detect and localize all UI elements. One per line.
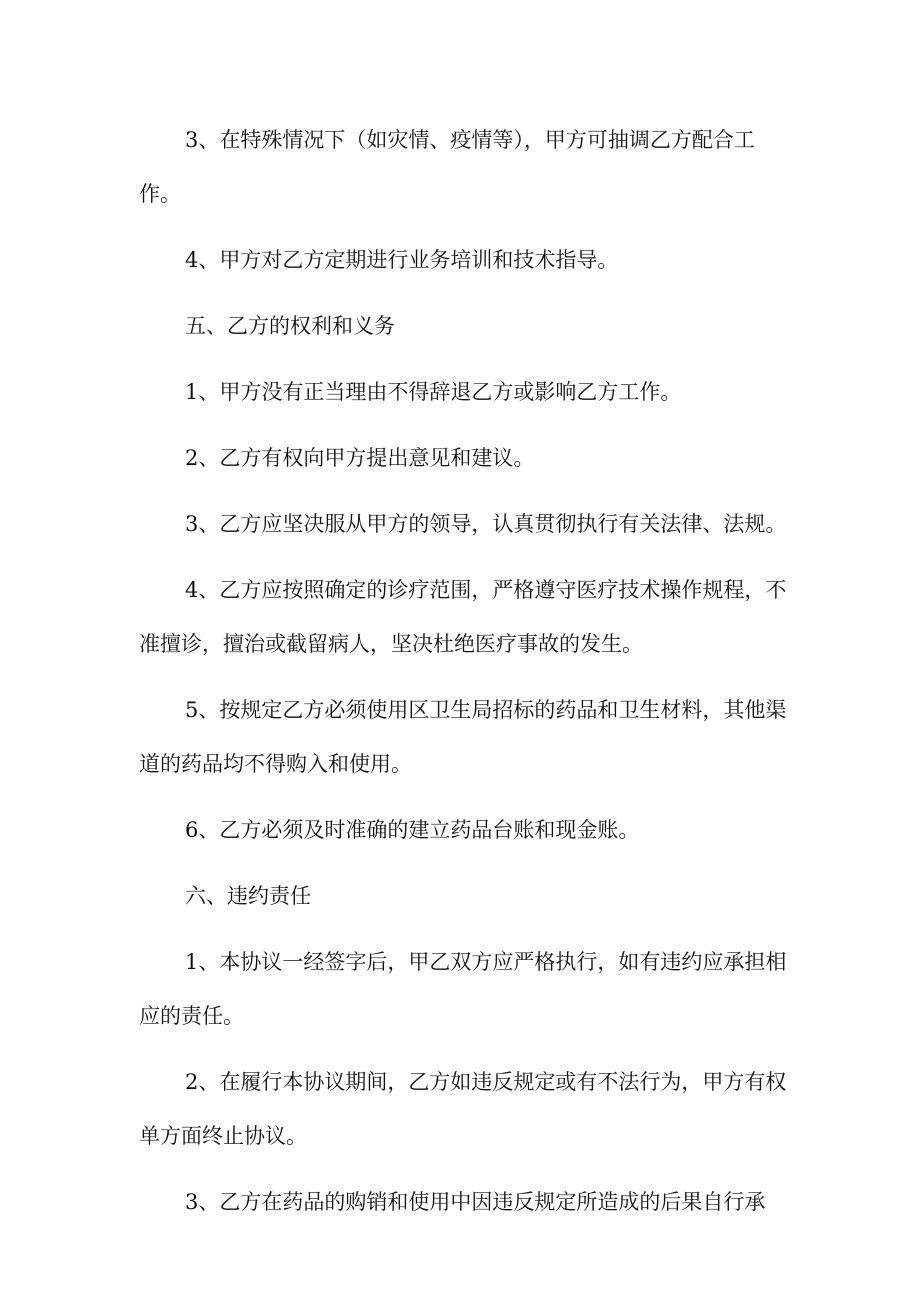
clause-paragraph: 3、在特殊情况下（如灾情、疫情等），甲方可抽调乙方配合工作。 — [139, 128, 755, 206]
clause-paragraph: 2、在履行本协议期间，乙方如违反规定或有不法行为，甲方有权单方面终止协议。 — [139, 1070, 787, 1148]
clause-paragraph: 1、甲方没有正当理由不得辞退乙方或影响乙方工作。 — [185, 380, 682, 404]
clause-paragraph: 5、按规定乙方必须使用区卫生局招标的药品和卫生材料，其他渠道的药品均不得购入和使用。 — [139, 698, 787, 776]
clause-paragraph: 6、乙方必须及时准确的建立药品台账和现金账。 — [185, 818, 640, 842]
clause-paragraph: 3、乙方应坚决服从甲方的领导，认真贯彻执行有关法律、法规。 — [185, 512, 787, 536]
clause-paragraph: 4、乙方应按照确定的诊疗范围，严格遵守医疗技术操作规程，不准擅诊，擅治或截留病人，坚决杜绝医疗事故的发生。 — [139, 578, 787, 656]
clause-paragraph: 1、本协议一经签字后，甲乙双方应严格执行，如有违约应承担相应的责任。 — [139, 950, 787, 1028]
clause-paragraph: 2、乙方有权向甲方提出意见和建议。 — [185, 446, 535, 470]
document-body — [139, 113, 789, 1241]
section-heading: 六、违约责任 — [185, 884, 311, 908]
clause-paragraph: 4、甲方对乙方定期进行业务培训和技术指导。 — [185, 248, 619, 272]
section-heading: 五、乙方的权利和义务 — [185, 314, 395, 338]
clause-paragraph: 3、乙方在药品的购销和使用中因违反规定所造成的后果自行承 — [185, 1190, 766, 1214]
